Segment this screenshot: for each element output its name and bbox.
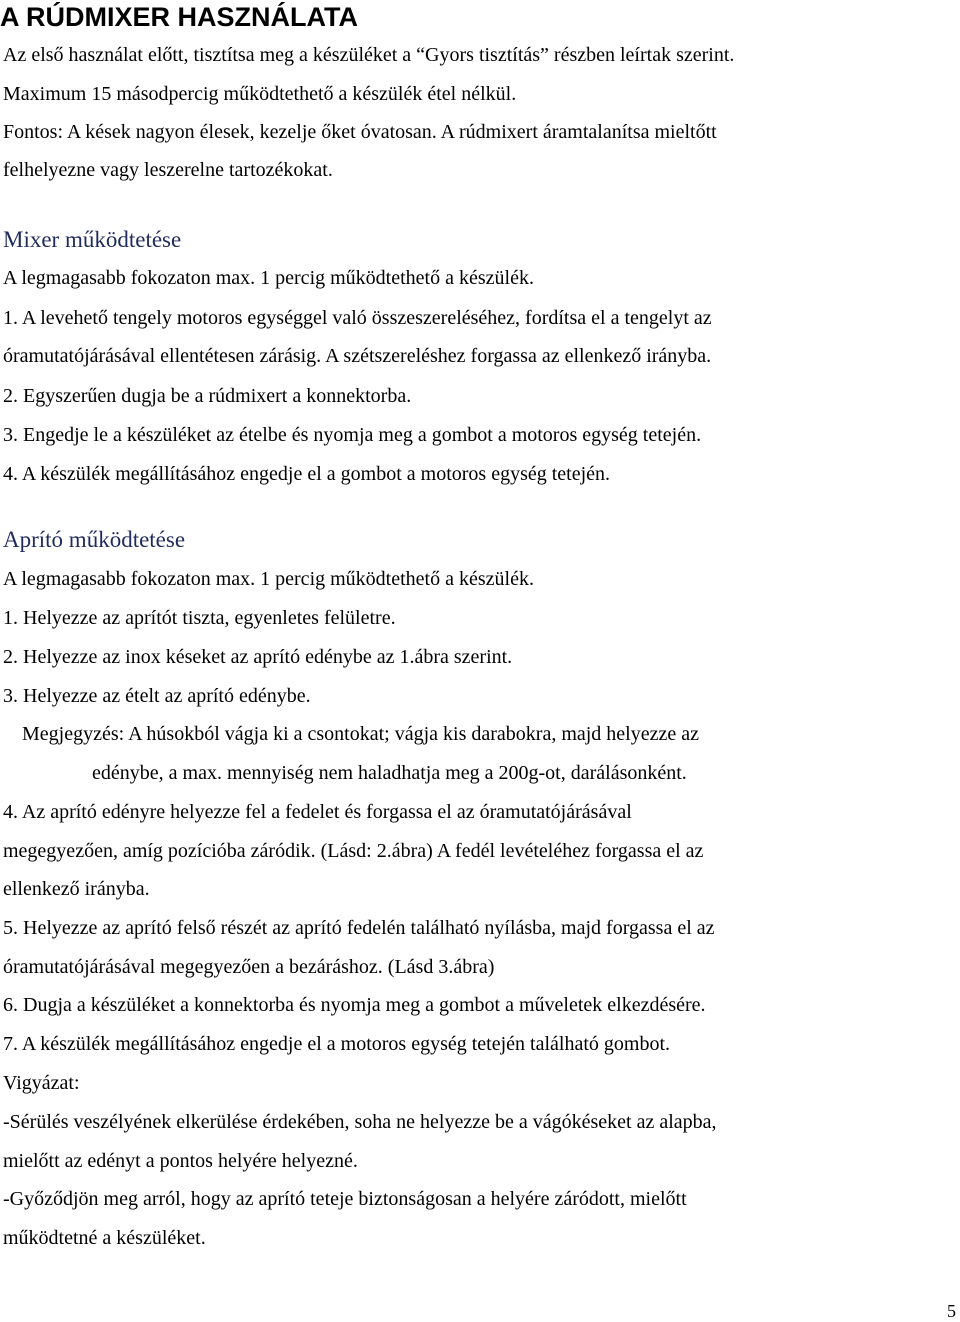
- chopper-line: 7. A készülék megállításához engedje el a motoros egység tetején található gombot.: [3, 1033, 671, 1055]
- warning-label: Vigyázat:: [3, 1072, 80, 1094]
- chopper-line: óramutatójárásával megegyezően a bezáráshoz. (Lásd 3.ábra): [3, 956, 495, 978]
- page-title: A RÚDMIXER HASZNÁLATA: [0, 2, 358, 32]
- mixer-line: 1. A levehető tengely motoros egységgel való összeszereléséhez, fordítsa el a tengelyt az: [3, 307, 712, 329]
- warning-line: -Győződjön meg arról, hogy az aprító teteje biztonságosan a helyére záródott, mielőtt: [3, 1188, 687, 1210]
- page-number: 5: [947, 1301, 956, 1321]
- warning-line: mielőtt az edényt a pontos helyére helyezné.: [3, 1150, 358, 1172]
- chopper-line: 1. Helyezze az aprítót tiszta, egyenletes felületre.: [3, 607, 396, 629]
- chopper-line: 3. Helyezze az ételt az aprító edénybe.: [3, 685, 311, 707]
- chopper-line: ellenkező irányba.: [3, 878, 150, 900]
- chopper-line: A legmagasabb fokozaton max. 1 percig működtethető a készülék.: [3, 568, 534, 590]
- chopper-line: megegyezően, amíg pozícióba záródik. (Lásd: 2.ábra) A fedél levételéhez forgassa el az: [3, 840, 704, 862]
- chopper-line: 4. Az aprító edényre helyezze fel a fedelet és forgassa el az óramutatójárásával: [3, 801, 632, 823]
- mixer-line: 3. Engedje le a készüléket az ételbe és nyomja meg a gombot a motoros egység tetején.: [3, 424, 702, 446]
- chopper-line: 5. Helyezze az aprító felső részét az aprító fedelén található nyílásba, majd forgassa el az: [3, 917, 715, 939]
- warning-line: -Sérülés veszélyének elkerülése érdekében, soha ne helyezze be a vágókéseket az alapba,: [3, 1111, 717, 1133]
- mixer-line: óramutatójárásával ellentétesen zárásig. A szétszereléshez forgassa az ellenkező irányba.: [3, 345, 712, 367]
- intro-line: Az első használat előtt, tisztítsa meg a készüléket a “Gyors tisztítás” részben leírtak szerint.: [3, 44, 735, 66]
- chopper-heading: Aprító működtetése: [3, 527, 186, 552]
- chopper-note-line: edénybe, a max. mennyiség nem haladhatja meg a 200g-ot, darálásonként.: [92, 762, 687, 784]
- intro-line: Maximum 15 másodpercig működtethető a készülék étel nélkül.: [3, 83, 517, 105]
- chopper-note-line: Megjegyzés: A húsokból vágja ki a csontokat; vágja kis darabokra, majd helyezze az: [22, 723, 700, 745]
- mixer-line: 2. Egyszerűen dugja be a rúdmixert a konnektorba.: [3, 385, 412, 407]
- intro-line: Fontos: A kések nagyon élesek, kezelje őket óvatosan. A rúdmixert áramtalanítsa mieltőtt: [3, 121, 717, 143]
- intro-line: felhelyezne vagy leszerelne tartozékokat.: [3, 159, 333, 181]
- mixer-line: A legmagasabb fokozaton max. 1 percig működtethető a készülék.: [3, 267, 534, 289]
- mixer-line: 4. A készülék megállításához engedje el a gombot a motoros egység tetején.: [3, 463, 611, 485]
- warning-line: működtetné a készüléket.: [3, 1227, 206, 1249]
- mixer-heading: Mixer működtetése: [3, 227, 182, 252]
- chopper-line: 6. Dugja a készüléket a konnektorba és nyomja meg a gombot a műveletek elkezdésére.: [3, 994, 706, 1016]
- chopper-line: 2. Helyezze az inox késeket az aprító edénybe az 1.ábra szerint.: [3, 646, 513, 668]
